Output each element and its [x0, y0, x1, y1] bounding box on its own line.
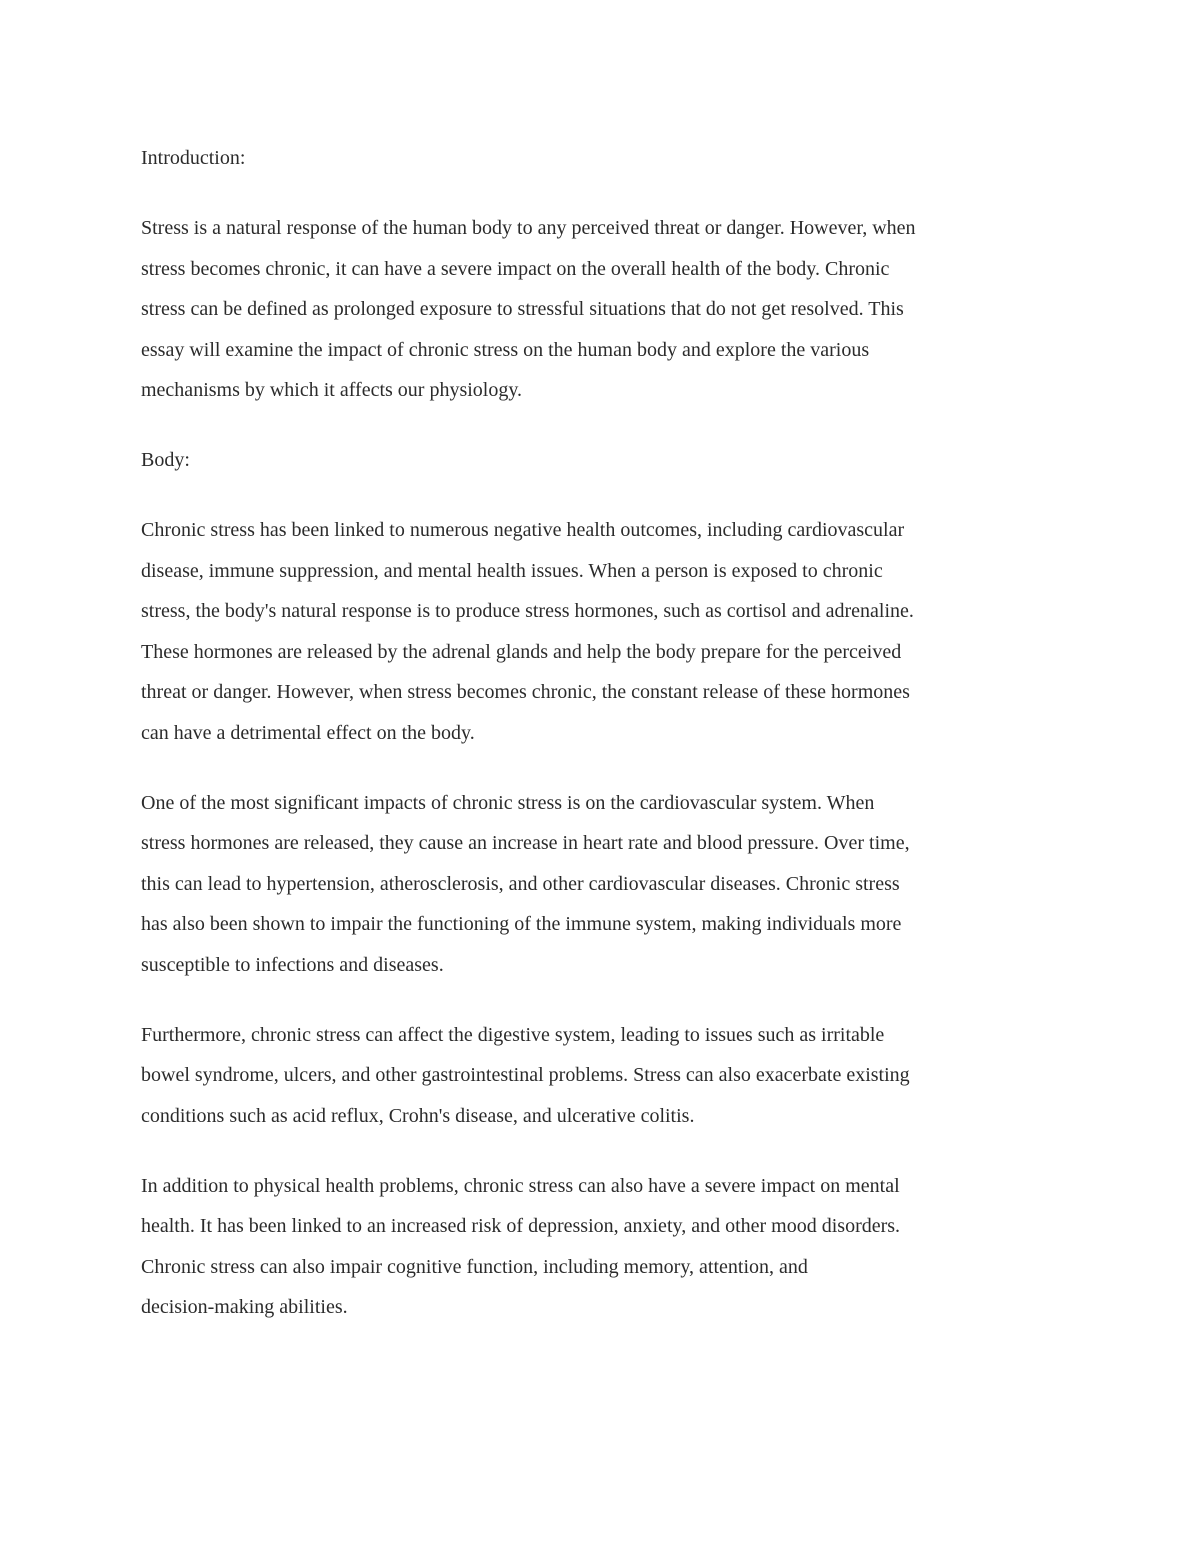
text-line: threat or danger. However, when stress becomes chronic, the constant release of these hormones	[141, 681, 910, 703]
body-paragraph-2	[141, 783, 1061, 986]
body-paragraph-1	[141, 510, 1061, 753]
text-line: These hormones are released by the adrenal glands and help the body prepare for the perceived	[141, 640, 902, 663]
intro-heading-text: Introduction:	[141, 147, 246, 169]
text-line: stress, the body's natural response is to produce stress hormones, such as cortisol and adrenaline.	[141, 600, 914, 622]
text-line: conditions such as acid reflux, Crohn's disease, and ulcerative colitis.	[141, 1104, 695, 1127]
text-line: Chronic stress can also impair cognitive function, including memory, attention, and	[141, 1255, 808, 1278]
text-line: decision-making abilities.	[141, 1296, 348, 1318]
intro-paragraph	[141, 208, 1061, 411]
text-line: Stress is a natural response of the human body to any perceived threat or danger. However, when	[141, 217, 916, 239]
text-line: stress becomes chronic, it can have a severe impact on the overall health of the body. Chronic	[141, 257, 890, 280]
body-paragraph-3	[141, 1015, 1061, 1137]
text-line: stress can be defined as prolonged exposure to stressful situations that do not get resolved. This	[141, 298, 904, 320]
text-line: health. It has been linked to an increased risk of depression, anxiety, and other mood disorders.	[141, 1215, 901, 1237]
text-line: stress hormones are released, they cause an increase in heart rate and blood pressure. Over time,	[141, 832, 910, 854]
text-line: mechanisms by which it affects our physiology.	[141, 379, 523, 401]
text-line: has also been shown to impair the functioning of the immune system, making individuals more	[141, 913, 902, 935]
body-paragraph-4	[141, 1166, 1061, 1328]
text-line: can have a detrimental effect on the body.	[141, 721, 475, 744]
text-line: In addition to physical health problems, chronic stress can also have a severe impact on mental	[141, 1174, 900, 1197]
text-line: susceptible to infections and diseases.	[141, 953, 444, 976]
text-line: essay will examine the impact of chronic stress on the human body and explore the various	[141, 338, 870, 361]
body-heading-text: Body:	[141, 449, 190, 471]
intro-heading	[141, 138, 1061, 179]
body-heading	[141, 440, 1061, 481]
document-body	[141, 138, 1061, 1357]
text-line: Furthermore, chronic stress can affect the digestive system, leading to issues such as irritable	[141, 1023, 885, 1046]
text-line: bowel syndrome, ulcers, and other gastrointestinal problems. Stress can also exacerbate existing	[141, 1064, 910, 1086]
text-line: One of the most significant impacts of chronic stress is on the cardiovascular system. When	[141, 791, 875, 814]
text-line: Chronic stress has been linked to numerous negative health outcomes, including cardiovascular	[141, 519, 905, 541]
text-line: disease, immune suppression, and mental health issues. When a person is exposed to chronic	[141, 559, 883, 582]
text-line: this can lead to hypertension, atherosclerosis, and other cardiovascular diseases. Chronic stress	[141, 872, 900, 895]
